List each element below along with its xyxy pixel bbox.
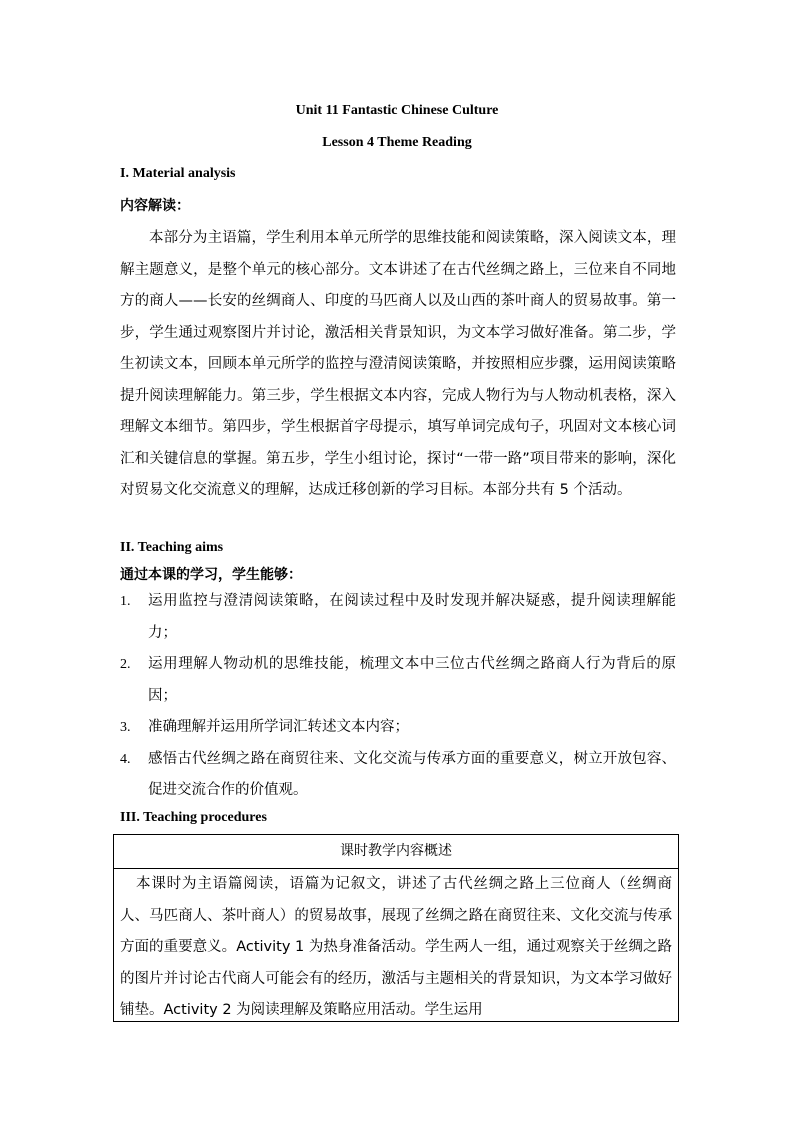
list-item	[120, 586, 676, 649]
teaching-aims-list	[120, 586, 676, 807]
procedures-table	[113, 834, 679, 1022]
lesson-title: Lesson 4 Theme Reading	[322, 135, 472, 150]
list-item-number: 2.	[120, 657, 131, 672]
list-item	[120, 744, 676, 807]
material-analysis-paragraph: 本部分为主语篇，学生利用本单元所学的思维技能和阅读策略，深入阅读文本，理解主题意义，是整个单元的核心部分。文本讲述了在古代丝绸之路上，三位来自不同地方的商人——长安的丝绸商人、印度的马匹商人以及山西的茶叶商人的贸易故事。第一步，学生通过观察图片并讨论，激活相关背景知识，为文本学习做好准备。第二步，学生初读文本，回顾本单元所学的监控与澄清阅读策略，并按照相应步骤，运用阅读策略提升阅读理解能力。第三步，学生根据文本内容，完成人物行为与人物动机表格，深入理解文本细节。第四步，学生根据首字母提示，填写单词完成句子，巩固对文本核心词汇和关键信息的掌握。第五步，学生小组讨论，探讨“一带一路”项目带来的影响，深化对贸易文化交流意义的理解，达成迁移创新的学习目标。本部分共有 5 个活动。	[120, 230, 676, 498]
section-heading-teaching-procedures: III. Teaching procedures	[120, 810, 267, 825]
list-item-number: 3.	[120, 720, 131, 735]
list-item-number: 4.	[120, 751, 131, 767]
subheading-content-interpretation: 内容解读：	[120, 198, 190, 214]
list-item-text: 准确理解并运用所学词汇转述文本内容；	[148, 719, 409, 735]
list-item-text: 运用监控与澄清阅读策略，在阅读过程中及时发现并解决疑惑，提升阅读理解能力；	[148, 593, 676, 641]
subheading-aims-intro: 通过本课的学习，学生能够：	[120, 567, 302, 583]
list-item-text: 运用理解人物动机的思维技能，梳理文本中三位古代丝绸之路商人行为背后的原因；	[148, 656, 676, 704]
list-item-text: 感悟古代丝绸之路在商贸往来、文化交流与传承方面的重要意义，树立开放包容、促进交流合作的价值观。	[148, 750, 676, 798]
list-item	[120, 649, 676, 712]
table-body-cell: 本课时为主语篇阅读，语篇为记叙文，讲述了古代丝绸之路上三位商人（丝绸商人、马匹商人、茶叶商人）的贸易故事，展现了丝绸之路在商贸往来、文化交流与传承方面的重要意义。Activity 1 为热身准备活动。学生两人一组，通过观察关于丝绸之路的图片并讨论古代商人可能会有的经历，激活与主题相关的背景知识，为文本学习做好铺垫。Activity 2 为阅读理解及策略应用活动。学生运用	[120, 876, 672, 1018]
table-header-cell: 课时教学内容概述	[114, 835, 678, 869]
section-heading-material-analysis: I. Material analysis	[120, 166, 236, 181]
unit-title: Unit 11 Fantastic Chinese Culture	[295, 103, 499, 118]
list-item-number: 1.	[120, 594, 131, 609]
list-item	[120, 712, 676, 744]
section-heading-teaching-aims: II. Teaching aims	[120, 540, 224, 555]
